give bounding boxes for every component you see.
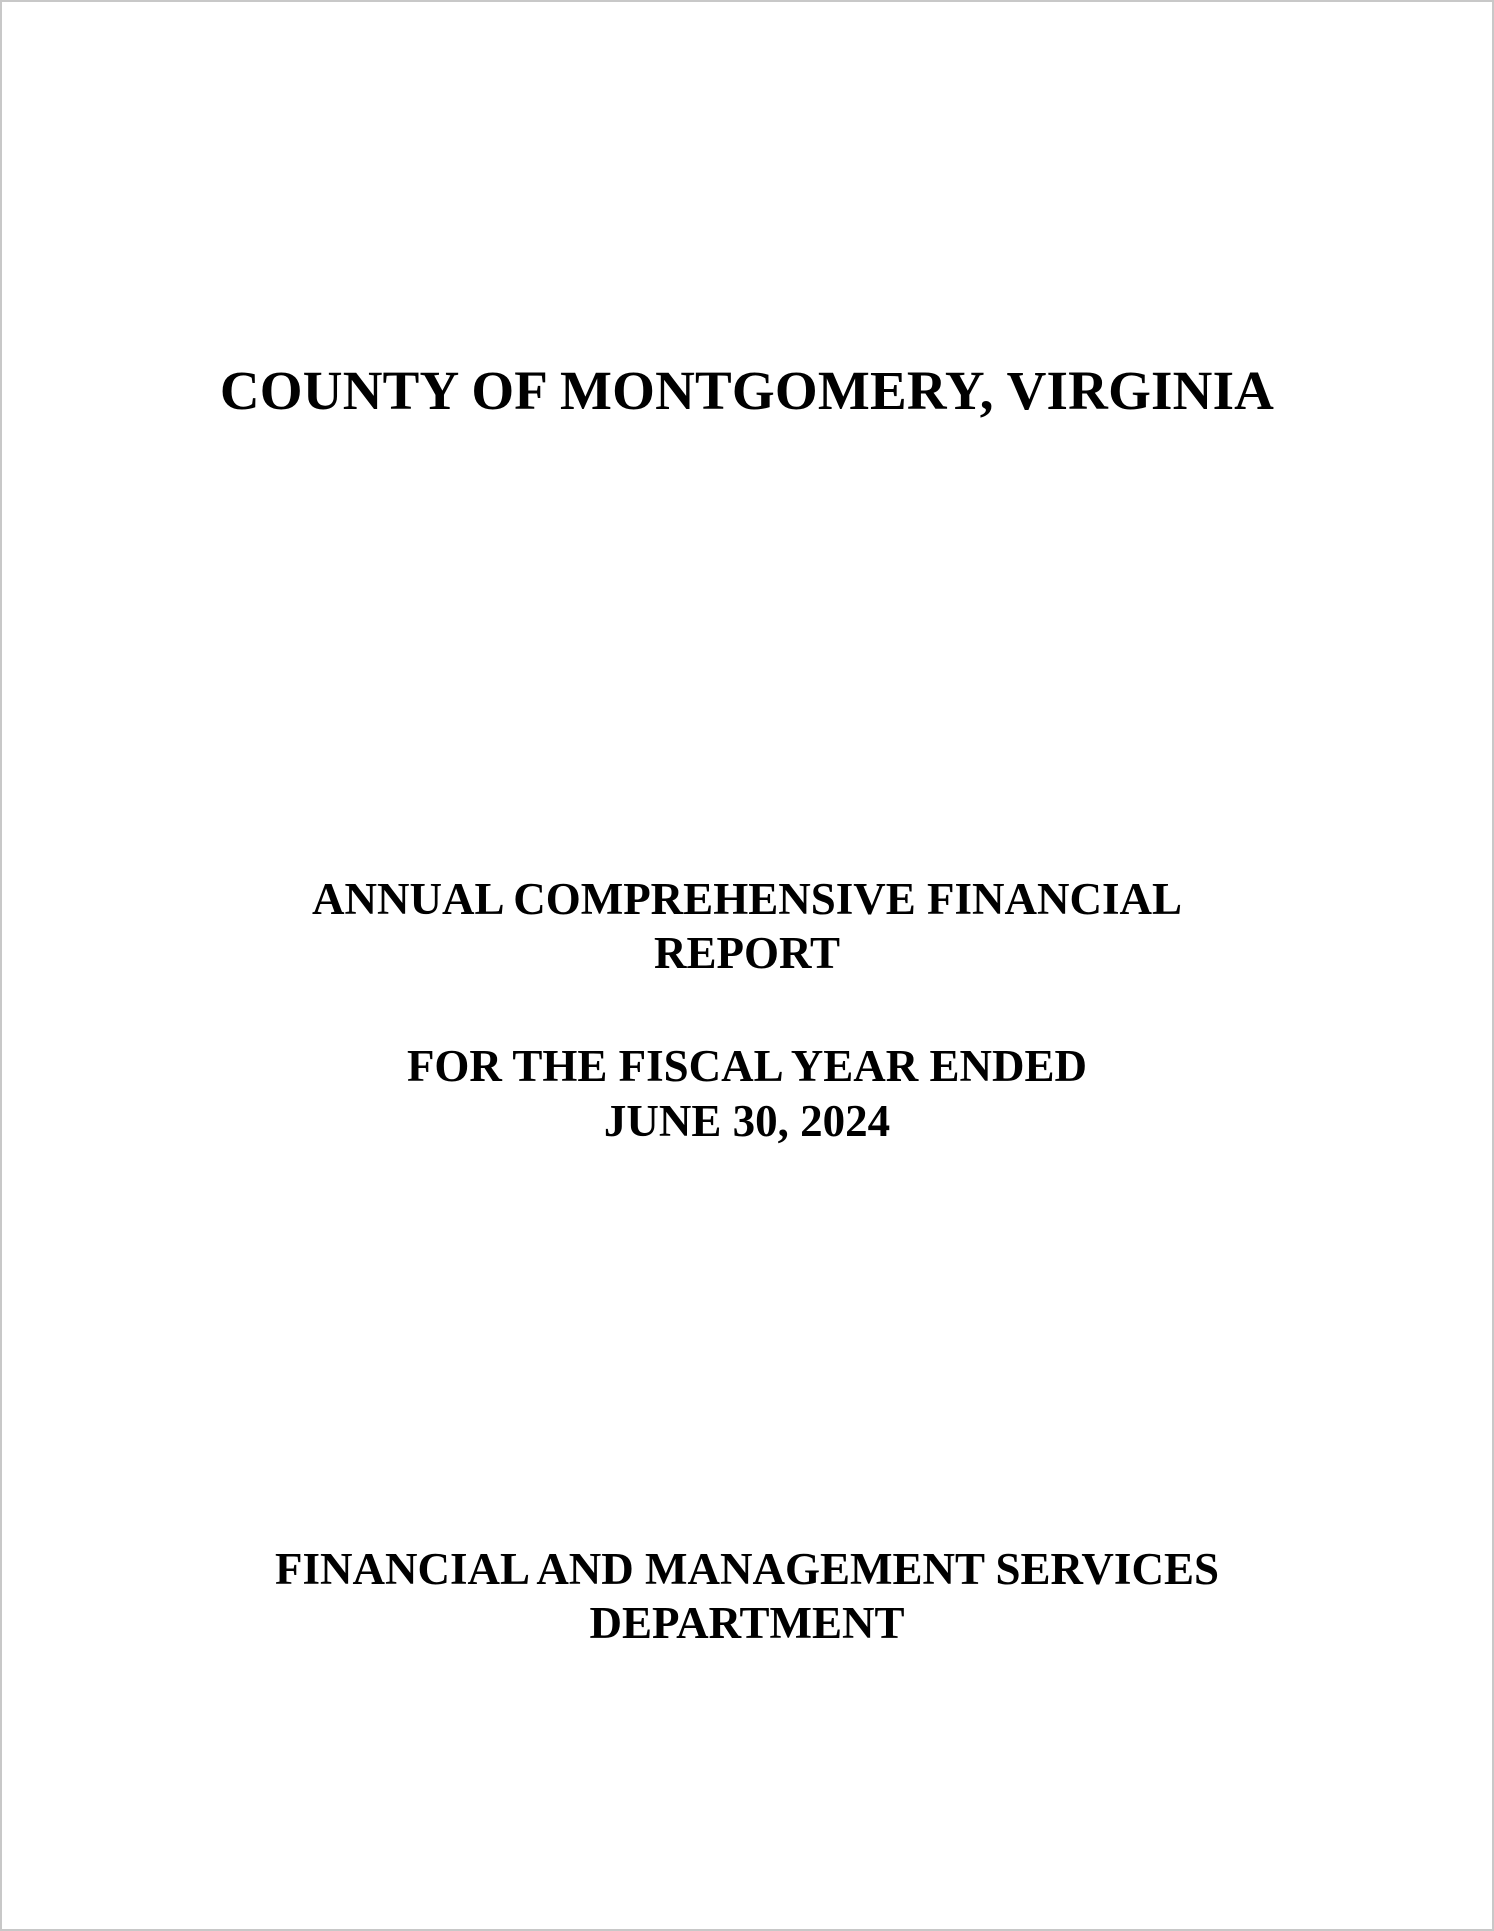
fiscal-period-line-2: JUNE 30, 2024 (603, 1096, 891, 1146)
county-title: COUNTY OF MONTGOMERY, VIRGINIA (219, 360, 1275, 421)
department-line-2: DEPARTMENT (589, 1598, 905, 1648)
department-line-1: FINANCIAL AND MANAGEMENT SERVICES (275, 1544, 1219, 1594)
fiscal-period-line-1: FOR THE FISCAL YEAR ENDED (406, 1041, 1088, 1091)
report-title-line-1: ANNUAL COMPREHENSIVE FINANCIAL (311, 874, 1183, 924)
report-title-line-2: REPORT (654, 928, 840, 978)
